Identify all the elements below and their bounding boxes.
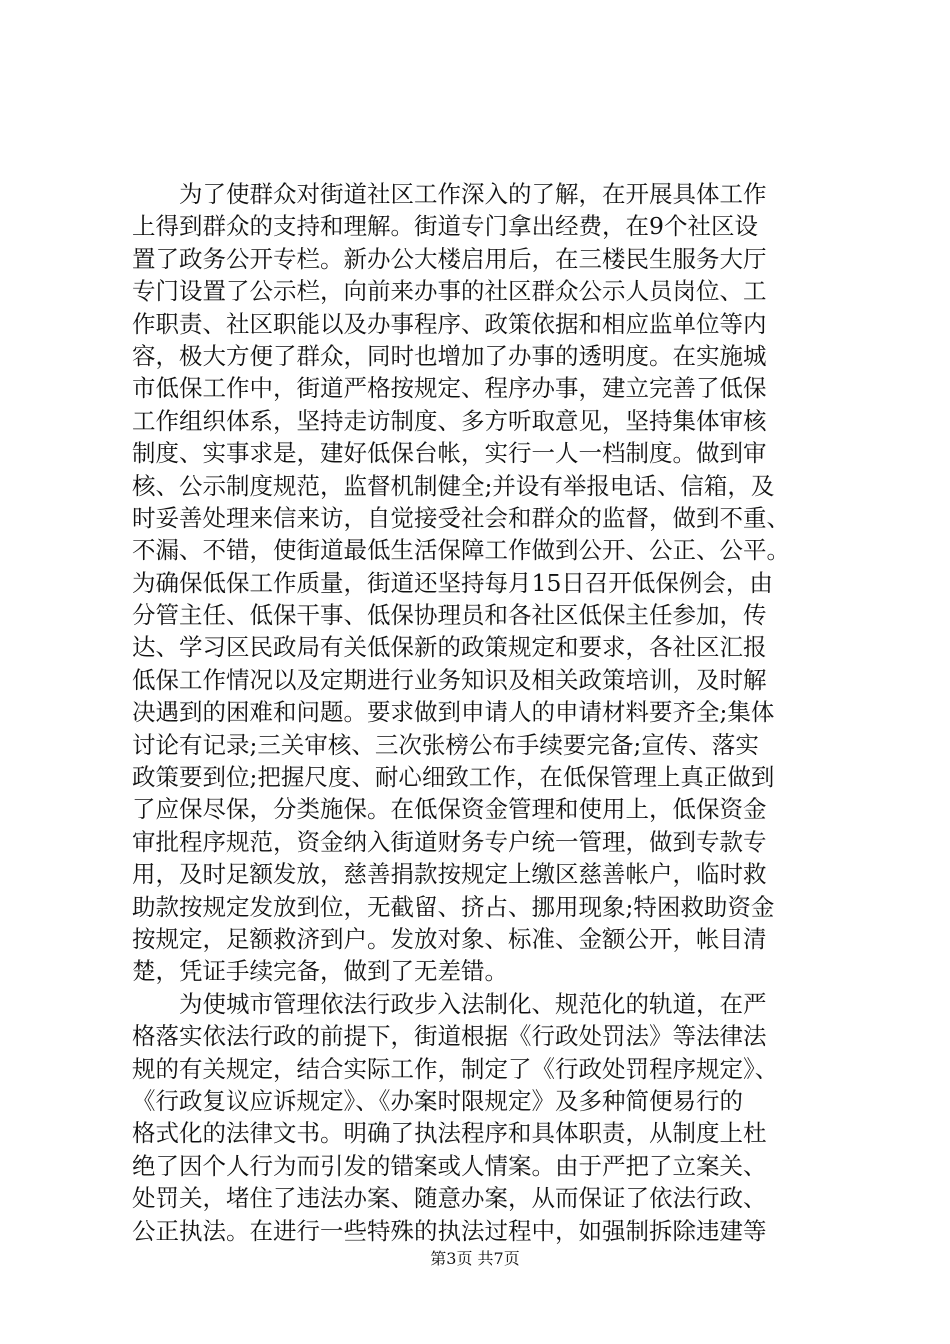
text-line: 了应保尽保，分类施保。在低保资金管理和使用上，低保资金 — [132, 795, 767, 824]
text-line: 决遇到的困难和问题。要求做到申请人的申请材料要齐全;集体 — [132, 698, 775, 727]
text-line: 作职责、社区职能以及办事程序、政策依据和相应监单位等内 — [132, 309, 767, 338]
text-line: 时妥善处理来信来访，自觉接受社会和群众的监督，做到不重、 — [132, 503, 790, 532]
text-line: 为了使群众对街道社区工作深入的了解，在开展具体工作 — [179, 180, 767, 208]
text-line: 分管主任、低保干事、低保协理员和各社区低保主任参加，传 — [132, 601, 767, 630]
text-line: 上得到群众的支持和理解。街道专门拿出经费，在9个社区设 — [132, 212, 758, 241]
text-line: 处罚关，堵住了违法办案、随意办案，从而保证了依法行政、 — [132, 1184, 767, 1213]
document-body — [132, 178, 822, 1247]
text-line: 助款按规定发放到位，无截留、挤占、挪用现象;特困救助资金 — [132, 892, 775, 921]
text-line: 工作组织体系，坚持走访制度、多方听取意见，坚持集体审核 — [132, 406, 767, 435]
text-line: 制度、实事求是，建好低保台帐，实行一人一档制度。做到审 — [132, 439, 767, 468]
text-line: 楚，凭证手续完备，做到了无差错。 — [132, 957, 508, 986]
text-line: 用，及时足额发放，慈善捐款按规定上缴区慈善帐户，临时救 — [132, 860, 767, 889]
text-line: 核、公示制度规范，监督机制健全;并设有举报电话、信箱，及 — [132, 471, 775, 500]
page-footer: 第3页 共7页 — [430, 1249, 520, 1268]
text-line: 按规定，足额救济到户。发放对象、标准、金额公开，帐目清 — [132, 924, 767, 953]
text-line: 达、学习区民政局有关低保新的政策规定和要求，各社区汇报 — [132, 633, 767, 662]
text-line: 规的有关规定，结合实际工作，制定了《行政处罚程序规定》、 — [132, 1054, 779, 1083]
text-line: 政策要到位;把握尺度、耐心细致工作，在低保管理上真正做到 — [132, 763, 775, 792]
text-line: 低保工作情况以及定期进行业务知识及相关政策培训，及时解 — [132, 665, 767, 694]
text-line: 置了政务公开专栏。新办公大楼启用后，在三楼民生服务大厅 — [132, 244, 767, 273]
text-line: 审批程序规范，资金纳入街道财务专户统一管理，做到专款专 — [132, 827, 767, 856]
text-line: 不漏、不错，使街道最低生活保障工作做到公开、公正、公平。 — [132, 536, 790, 565]
text-line: 为使城市管理依法行政步入法制化、规范化的轨道，在严 — [179, 989, 767, 1018]
text-line: 专门设置了公示栏，向前来办事的社区群众公示人员岗位、工 — [132, 277, 767, 306]
text-line: 绝了因个人行为而引发的错案或人情案。由于严把了立案关、 — [132, 1151, 767, 1180]
text-line: 容，极大方便了群众，同时也增加了办事的透明度。在实施城 — [132, 341, 767, 370]
text-line: 格式化的法律文书。明确了执法程序和具体职责，从制度上杜 — [132, 1119, 767, 1148]
text-line: 公正执法。在进行一些特殊的执法过程中，如强制拆除违建等 — [132, 1216, 767, 1245]
text-line: 市低保工作中，街道严格按规定、程序办事，建立完善了低保 — [132, 374, 767, 403]
text-line: 格落实依法行政的前提下，街道根据《行政处罚法》等法律法 — [132, 1022, 767, 1051]
text-line: 《行政复议应诉规定》、《办案时限规定》及多种简便易行的 — [132, 1086, 743, 1115]
text-line: 为确保低保工作质量，街道还坚持每月15日召开低保例会，由 — [132, 568, 773, 597]
text-line: 讨论有记录;三关审核、三次张榜公布手续要完备;宣传、落实 — [132, 730, 759, 759]
